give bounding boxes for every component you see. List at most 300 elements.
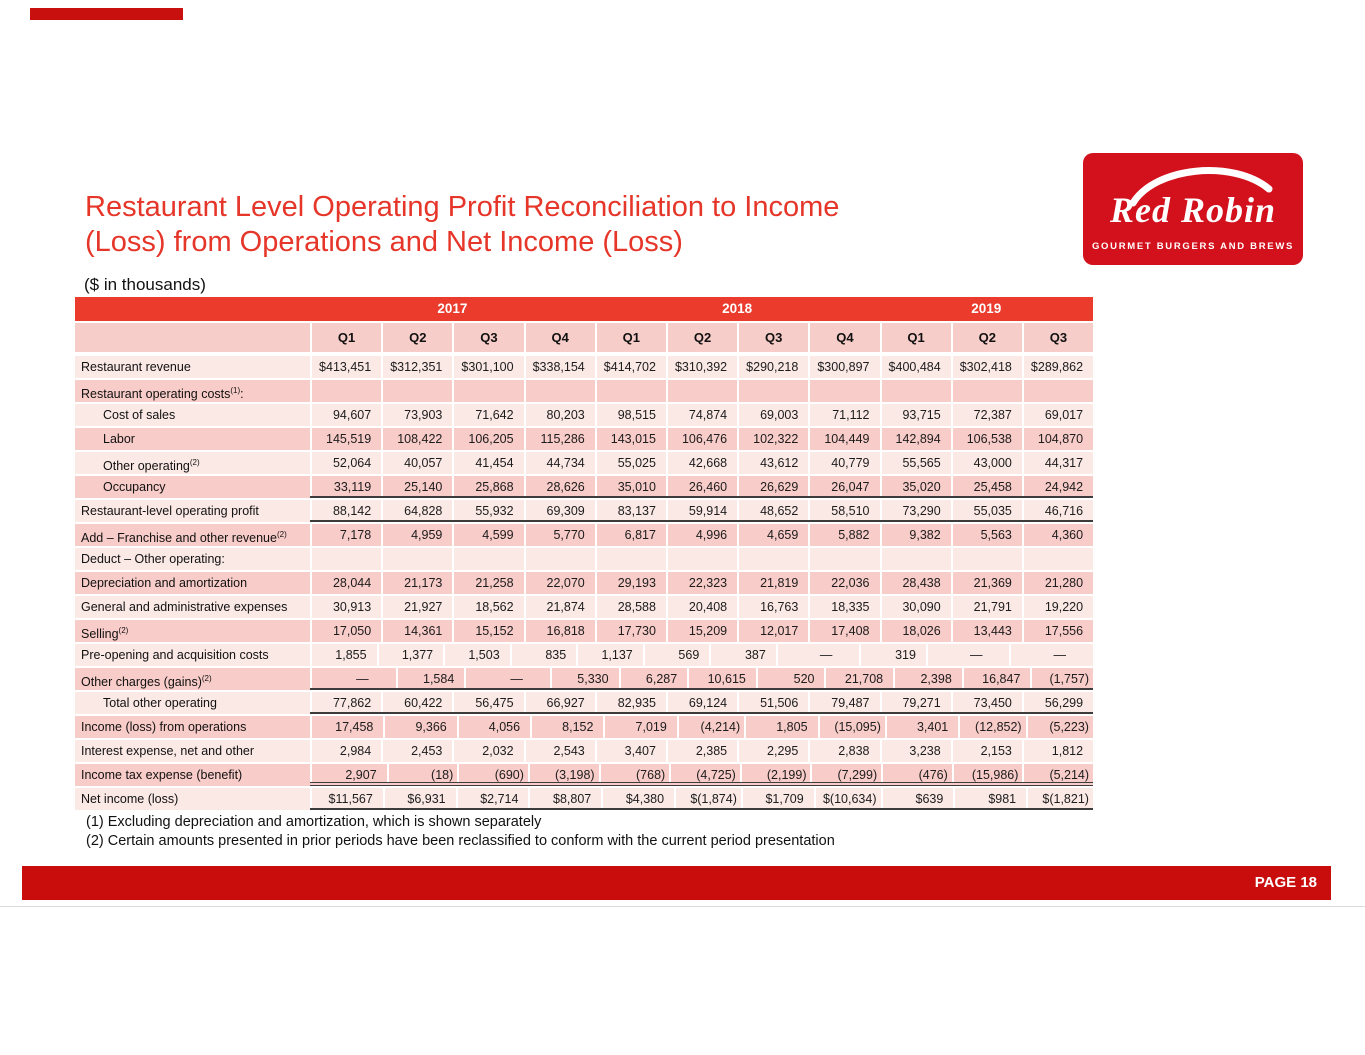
value-cell bbox=[524, 380, 595, 402]
value-cell: 106,538 bbox=[951, 428, 1022, 450]
value-cell: 4,599 bbox=[452, 524, 523, 546]
value-cell: (7,299) bbox=[810, 764, 881, 782]
value-cell bbox=[737, 380, 808, 402]
table-row bbox=[75, 620, 1093, 644]
value-cell: 1,137 bbox=[576, 644, 643, 666]
table-row bbox=[75, 548, 1093, 572]
row-label: Depreciation and amortization bbox=[81, 576, 248, 590]
value-cell: $11,567 bbox=[310, 788, 383, 808]
value-cell: 2,907 bbox=[310, 764, 387, 782]
row-label: Net income (loss) bbox=[81, 792, 179, 806]
footnote-marker: (2) bbox=[276, 530, 287, 539]
value-cell: 12,017 bbox=[737, 620, 808, 642]
table-row bbox=[75, 452, 1093, 476]
value-cell: 145,519 bbox=[310, 428, 381, 450]
value-cell: 69,309 bbox=[524, 500, 595, 520]
quarter-label: Q2 bbox=[951, 323, 1022, 352]
value-cell: 55,035 bbox=[951, 500, 1022, 520]
value-cell: 94,607 bbox=[310, 404, 381, 426]
table-row bbox=[75, 476, 1093, 500]
table-row bbox=[75, 764, 1093, 788]
value-cell: (690) bbox=[457, 764, 528, 782]
value-cell: $300,897 bbox=[808, 356, 879, 378]
value-cell: 71,642 bbox=[452, 404, 523, 426]
row-label: Add – Franchise and other revenue$^{(2)}$ bbox=[81, 530, 287, 546]
units-note: ($ in thousands) bbox=[84, 275, 206, 294]
value-cell: 22,036 bbox=[808, 572, 879, 594]
value-cell: 73,903 bbox=[381, 404, 452, 426]
value-cell: 15,152 bbox=[452, 620, 523, 642]
table-row bbox=[75, 500, 1093, 524]
table-row bbox=[75, 428, 1093, 452]
value-cell: (476) bbox=[881, 764, 952, 782]
year-band bbox=[75, 297, 1093, 323]
row-label: Restaurant operating costs$^{(1)}$: bbox=[81, 386, 244, 402]
value-cell: 835 bbox=[510, 644, 577, 666]
value-cell: 387 bbox=[709, 644, 776, 666]
value-cell: 28,438 bbox=[880, 572, 951, 594]
value-cell: $338,154 bbox=[524, 356, 595, 378]
value-cell: 9,382 bbox=[880, 524, 951, 546]
value-cell bbox=[595, 380, 666, 402]
value-cell: 26,460 bbox=[666, 476, 737, 496]
value-cell bbox=[737, 548, 808, 570]
row-values bbox=[310, 644, 1093, 666]
value-cell: 104,449 bbox=[808, 428, 879, 450]
value-cell: 1,855 bbox=[310, 644, 377, 666]
value-cell: 143,015 bbox=[595, 428, 666, 450]
value-cell: 25,458 bbox=[951, 476, 1022, 496]
row-values bbox=[310, 596, 1093, 618]
value-cell: 69,124 bbox=[666, 692, 737, 712]
year-band-spacer bbox=[75, 297, 310, 321]
value-cell: $400,484 bbox=[880, 356, 951, 378]
table-row bbox=[75, 692, 1093, 716]
value-cell bbox=[1022, 548, 1093, 570]
value-cell: (768) bbox=[599, 764, 670, 782]
value-cell: 2,385 bbox=[666, 740, 737, 762]
value-cell: 106,205 bbox=[452, 428, 523, 450]
quarter-label: Q1 bbox=[310, 323, 381, 352]
value-cell: (15,095) bbox=[818, 716, 885, 738]
slide-title bbox=[85, 190, 839, 260]
value-cell: 35,010 bbox=[595, 476, 666, 496]
row-values bbox=[310, 668, 1093, 690]
value-cell: (2,199) bbox=[740, 764, 811, 782]
value-cell: $(1,821) bbox=[1026, 788, 1093, 808]
value-cell: 2,984 bbox=[310, 740, 381, 762]
value-cell: 40,779 bbox=[808, 452, 879, 474]
value-cell bbox=[310, 548, 381, 570]
table-row bbox=[75, 788, 1093, 812]
value-cell: 22,070 bbox=[524, 572, 595, 594]
value-cell: 2,453 bbox=[381, 740, 452, 762]
quarter-label: Q3 bbox=[452, 323, 523, 352]
footer-divider bbox=[0, 906, 1365, 907]
value-cell: 72,387 bbox=[951, 404, 1022, 426]
row-values bbox=[310, 428, 1093, 450]
quarter-band-spacer bbox=[75, 323, 310, 352]
value-cell: 43,000 bbox=[951, 452, 1022, 474]
value-cell: 4,659 bbox=[737, 524, 808, 546]
value-cell: 18,562 bbox=[452, 596, 523, 618]
value-cell: 21,369 bbox=[951, 572, 1022, 594]
value-cell: 5,770 bbox=[524, 524, 595, 546]
value-cell: $310,392 bbox=[666, 356, 737, 378]
row-values bbox=[310, 716, 1093, 738]
value-cell: (18) bbox=[387, 764, 458, 782]
row-label: Restaurant-level operating profit bbox=[81, 504, 259, 518]
value-cell bbox=[808, 548, 879, 570]
logo-brand-text: Red Robin bbox=[1109, 190, 1277, 230]
value-cell bbox=[666, 380, 737, 402]
value-cell: (4,214) bbox=[677, 716, 744, 738]
value-cell: 28,588 bbox=[595, 596, 666, 618]
value-cell: — bbox=[1009, 644, 1093, 666]
value-cell: $312,351 bbox=[381, 356, 452, 378]
value-cell: 55,025 bbox=[595, 452, 666, 474]
row-values bbox=[310, 548, 1093, 570]
value-cell: 1,812 bbox=[1022, 740, 1093, 762]
value-cell: (5,223) bbox=[1026, 716, 1093, 738]
row-label: Income (loss) from operations bbox=[81, 720, 247, 734]
value-cell: 46,716 bbox=[1022, 500, 1093, 520]
table-row bbox=[75, 572, 1093, 596]
row-label: Deduct – Other operating: bbox=[81, 552, 225, 566]
value-cell: 4,959 bbox=[381, 524, 452, 546]
value-cell bbox=[381, 380, 452, 402]
value-cell: 56,475 bbox=[452, 692, 523, 712]
value-cell: 30,913 bbox=[310, 596, 381, 618]
value-cell: 17,556 bbox=[1022, 620, 1093, 642]
value-cell: 51,506 bbox=[737, 692, 808, 712]
value-cell: 98,515 bbox=[595, 404, 666, 426]
value-cell: 18,335 bbox=[808, 596, 879, 618]
value-cell: 7,019 bbox=[603, 716, 676, 738]
value-cell: 6,287 bbox=[619, 668, 688, 688]
row-label: Cost of sales bbox=[103, 408, 176, 422]
value-cell bbox=[310, 380, 381, 402]
top-accent-bar bbox=[30, 8, 183, 20]
quarter-label: Q2 bbox=[381, 323, 452, 352]
value-cell: $(1,874) bbox=[674, 788, 741, 808]
value-cell: 30,090 bbox=[880, 596, 951, 618]
value-cell bbox=[524, 548, 595, 570]
value-cell: 77,862 bbox=[310, 692, 381, 712]
quarter-label: Q4 bbox=[524, 323, 595, 352]
footnote-1: (1) Excluding depreciation and amortization, which is shown separately bbox=[86, 814, 542, 830]
value-cell: 2,153 bbox=[951, 740, 1022, 762]
value-cell: 2,838 bbox=[808, 740, 879, 762]
logo-tagline: GOURMET BURGERS AND BREWS bbox=[1091, 241, 1295, 252]
value-cell: $302,418 bbox=[951, 356, 1022, 378]
value-cell: 102,322 bbox=[737, 428, 808, 450]
value-cell: (1,757) bbox=[1030, 668, 1093, 688]
value-cell: 35,020 bbox=[880, 476, 951, 496]
value-cell: 71,112 bbox=[808, 404, 879, 426]
value-cell bbox=[452, 548, 523, 570]
value-cell bbox=[381, 548, 452, 570]
value-cell: 2,398 bbox=[893, 668, 962, 688]
value-cell: 60,422 bbox=[381, 692, 452, 712]
row-values bbox=[310, 404, 1093, 426]
value-cell: $981 bbox=[953, 788, 1026, 808]
row-values bbox=[310, 476, 1093, 498]
row-values bbox=[310, 380, 1093, 402]
quarter-label: Q3 bbox=[737, 323, 808, 352]
value-cell: 88,142 bbox=[310, 500, 381, 520]
value-cell: 66,927 bbox=[524, 692, 595, 712]
value-cell: 21,791 bbox=[951, 596, 1022, 618]
row-values bbox=[310, 788, 1093, 810]
value-cell: $4,380 bbox=[601, 788, 674, 808]
value-cell: (3,198) bbox=[528, 764, 599, 782]
row-label: Occupancy bbox=[103, 480, 166, 494]
value-cell: (15,986) bbox=[952, 764, 1023, 782]
value-cell: $(10,634) bbox=[814, 788, 881, 808]
footnote-marker: (1) bbox=[230, 386, 241, 395]
value-cell: 21,258 bbox=[452, 572, 523, 594]
row-label: Pre-opening and acquisition costs bbox=[81, 648, 269, 662]
value-cell: 41,454 bbox=[452, 452, 523, 474]
value-cell bbox=[880, 380, 951, 402]
value-cell: — bbox=[926, 644, 1010, 666]
value-cell: 69,017 bbox=[1022, 404, 1093, 426]
value-cell: 21,280 bbox=[1022, 572, 1093, 594]
value-cell: $6,931 bbox=[383, 788, 456, 808]
year-label: 2017 bbox=[437, 301, 468, 316]
value-cell: 80,203 bbox=[524, 404, 595, 426]
value-cell: 5,330 bbox=[550, 668, 619, 688]
value-cell: 142,894 bbox=[880, 428, 951, 450]
value-cell: 74,874 bbox=[666, 404, 737, 426]
row-label: Restaurant revenue bbox=[81, 360, 191, 374]
quarter-label: Q4 bbox=[808, 323, 879, 352]
value-cell: 28,044 bbox=[310, 572, 381, 594]
table-row bbox=[75, 740, 1093, 764]
value-cell: 73,450 bbox=[951, 692, 1022, 712]
value-cell: 44,734 bbox=[524, 452, 595, 474]
row-values bbox=[310, 524, 1093, 546]
value-cell: 25,140 bbox=[381, 476, 452, 496]
value-cell: 104,870 bbox=[1022, 428, 1093, 450]
value-cell: $8,807 bbox=[528, 788, 601, 808]
value-cell: 3,238 bbox=[880, 740, 951, 762]
value-cell: 18,026 bbox=[880, 620, 951, 642]
value-cell: (4,725) bbox=[669, 764, 740, 782]
table-row bbox=[75, 404, 1093, 428]
value-cell: 52,064 bbox=[310, 452, 381, 474]
row-label: Total other operating bbox=[103, 696, 217, 710]
value-cell: 79,271 bbox=[880, 692, 951, 712]
value-cell: — bbox=[776, 644, 860, 666]
value-cell: 22,323 bbox=[666, 572, 737, 594]
row-values bbox=[310, 740, 1093, 762]
value-cell: $2,714 bbox=[456, 788, 529, 808]
value-cell: 42,668 bbox=[666, 452, 737, 474]
value-cell bbox=[951, 548, 1022, 570]
row-values bbox=[310, 620, 1093, 642]
value-cell: 64,828 bbox=[381, 500, 452, 520]
financial-table bbox=[75, 297, 1093, 812]
row-label: General and administrative expenses bbox=[81, 600, 288, 614]
row-label: Other charges (gains)$^{(2)}$ bbox=[81, 674, 212, 690]
row-values bbox=[310, 356, 1093, 378]
value-cell: 79,487 bbox=[808, 692, 879, 712]
value-cell: 106,476 bbox=[666, 428, 737, 450]
value-cell: 15,209 bbox=[666, 620, 737, 642]
quarter-label: Q2 bbox=[666, 323, 737, 352]
value-cell: 2,543 bbox=[524, 740, 595, 762]
value-cell: 43,612 bbox=[737, 452, 808, 474]
value-cell: 58,510 bbox=[808, 500, 879, 520]
value-cell bbox=[880, 548, 951, 570]
row-values bbox=[310, 500, 1093, 522]
row-values bbox=[310, 764, 1093, 786]
footnote-marker: (2) bbox=[118, 626, 129, 635]
value-cell: 16,818 bbox=[524, 620, 595, 642]
value-cell: 24,942 bbox=[1022, 476, 1093, 496]
value-cell: 17,730 bbox=[595, 620, 666, 642]
value-cell: 319 bbox=[859, 644, 926, 666]
value-cell: 73,290 bbox=[880, 500, 951, 520]
value-cell: 56,299 bbox=[1022, 692, 1093, 712]
value-cell: 17,408 bbox=[808, 620, 879, 642]
value-cell: 33,119 bbox=[310, 476, 381, 496]
value-cell: 4,360 bbox=[1022, 524, 1093, 546]
value-cell: 21,927 bbox=[381, 596, 452, 618]
value-cell: 21,173 bbox=[381, 572, 452, 594]
value-cell: 16,763 bbox=[737, 596, 808, 618]
value-cell: 19,220 bbox=[1022, 596, 1093, 618]
value-cell: $1,709 bbox=[741, 788, 814, 808]
value-cell: 82,935 bbox=[595, 692, 666, 712]
value-cell: $639 bbox=[881, 788, 954, 808]
value-cell bbox=[595, 548, 666, 570]
value-cell: 2,032 bbox=[452, 740, 523, 762]
value-cell: 69,003 bbox=[737, 404, 808, 426]
table-row bbox=[75, 596, 1093, 620]
footnote-2: (2) Certain amounts presented in prior periods have been reclassified to conform with the current period presentation bbox=[86, 833, 835, 849]
value-cell: 1,377 bbox=[377, 644, 444, 666]
value-cell: 25,868 bbox=[452, 476, 523, 496]
value-cell: 21,708 bbox=[824, 668, 893, 688]
row-label: Labor bbox=[103, 432, 135, 446]
year-label: 2019 bbox=[971, 301, 1002, 316]
value-cell bbox=[808, 380, 879, 402]
table-row bbox=[75, 644, 1093, 668]
value-cell: 4,056 bbox=[457, 716, 530, 738]
row-label: Interest expense, net and other bbox=[81, 744, 255, 758]
value-cell: 55,932 bbox=[452, 500, 523, 520]
value-cell: 3,401 bbox=[885, 716, 958, 738]
value-cell: 4,996 bbox=[666, 524, 737, 546]
table-row bbox=[75, 356, 1093, 380]
value-cell: 6,817 bbox=[595, 524, 666, 546]
value-cell: 59,914 bbox=[666, 500, 737, 520]
row-values bbox=[310, 692, 1093, 714]
value-cell: 21,874 bbox=[524, 596, 595, 618]
value-cell: 1,805 bbox=[744, 716, 817, 738]
quarter-label: Q1 bbox=[595, 323, 666, 352]
value-cell: (12,852) bbox=[958, 716, 1025, 738]
value-cell: — bbox=[310, 668, 396, 688]
page-number: PAGE 18 bbox=[1254, 874, 1317, 891]
table-row bbox=[75, 668, 1093, 692]
value-cell: 93,715 bbox=[880, 404, 951, 426]
value-cell: 2,295 bbox=[737, 740, 808, 762]
value-cell: 108,422 bbox=[381, 428, 452, 450]
value-cell: 21,819 bbox=[737, 572, 808, 594]
value-cell: 83,137 bbox=[595, 500, 666, 520]
quarter-label: Q1 bbox=[880, 323, 951, 352]
footnote-marker: (2) bbox=[201, 674, 212, 683]
value-cell: 13,443 bbox=[951, 620, 1022, 642]
row-label: Selling$^{(2)}$ bbox=[81, 626, 129, 642]
value-cell: 7,178 bbox=[310, 524, 381, 546]
value-cell: 17,458 bbox=[310, 716, 383, 738]
value-cell: 48,652 bbox=[737, 500, 808, 520]
value-cell: 17,050 bbox=[310, 620, 381, 642]
value-cell: (5,214) bbox=[1022, 764, 1093, 782]
value-cell: 29,193 bbox=[595, 572, 666, 594]
value-cell bbox=[452, 380, 523, 402]
value-cell: 20,408 bbox=[666, 596, 737, 618]
value-cell: $301,100 bbox=[452, 356, 523, 378]
row-values bbox=[310, 572, 1093, 594]
quarter-label: Q3 bbox=[1022, 323, 1093, 352]
value-cell: 5,563 bbox=[951, 524, 1022, 546]
value-cell: 3,407 bbox=[595, 740, 666, 762]
value-cell: 1,503 bbox=[443, 644, 510, 666]
year-label: 2018 bbox=[722, 301, 753, 316]
value-cell bbox=[1022, 380, 1093, 402]
red-robin-logo bbox=[1083, 153, 1303, 265]
quarter-band bbox=[75, 323, 1093, 356]
value-cell: 44,317 bbox=[1022, 452, 1093, 474]
value-cell: 8,152 bbox=[530, 716, 603, 738]
value-cell: — bbox=[464, 668, 550, 688]
value-cell bbox=[951, 380, 1022, 402]
value-cell: 520 bbox=[756, 668, 825, 688]
value-cell: 9,366 bbox=[383, 716, 456, 738]
value-cell bbox=[666, 548, 737, 570]
footnotes bbox=[86, 813, 835, 851]
value-cell: 55,565 bbox=[880, 452, 951, 474]
value-cell: 115,286 bbox=[524, 428, 595, 450]
value-cell: $289,862 bbox=[1022, 356, 1093, 378]
value-cell: 10,615 bbox=[687, 668, 756, 688]
row-label: Income tax expense (benefit) bbox=[81, 768, 243, 782]
title-line-2: (Loss) from Operations and Net Income (Loss) bbox=[85, 226, 683, 258]
table-row bbox=[75, 716, 1093, 740]
value-cell: 26,629 bbox=[737, 476, 808, 496]
value-cell: 569 bbox=[643, 644, 710, 666]
footnote-marker: (2) bbox=[189, 458, 200, 467]
table-row bbox=[75, 524, 1093, 548]
value-cell: 1,584 bbox=[396, 668, 465, 688]
value-cell: 40,057 bbox=[381, 452, 452, 474]
value-cell: $414,702 bbox=[595, 356, 666, 378]
value-cell: 28,626 bbox=[524, 476, 595, 496]
title-line-1: Restaurant Level Operating Profit Reconciliation to Income bbox=[85, 191, 840, 223]
table-row bbox=[75, 380, 1093, 404]
value-cell: $413,451 bbox=[310, 356, 381, 378]
footer-bar bbox=[22, 866, 1331, 900]
value-cell: $290,218 bbox=[737, 356, 808, 378]
value-cell: 26,047 bbox=[808, 476, 879, 496]
value-cell: 16,847 bbox=[962, 668, 1031, 688]
